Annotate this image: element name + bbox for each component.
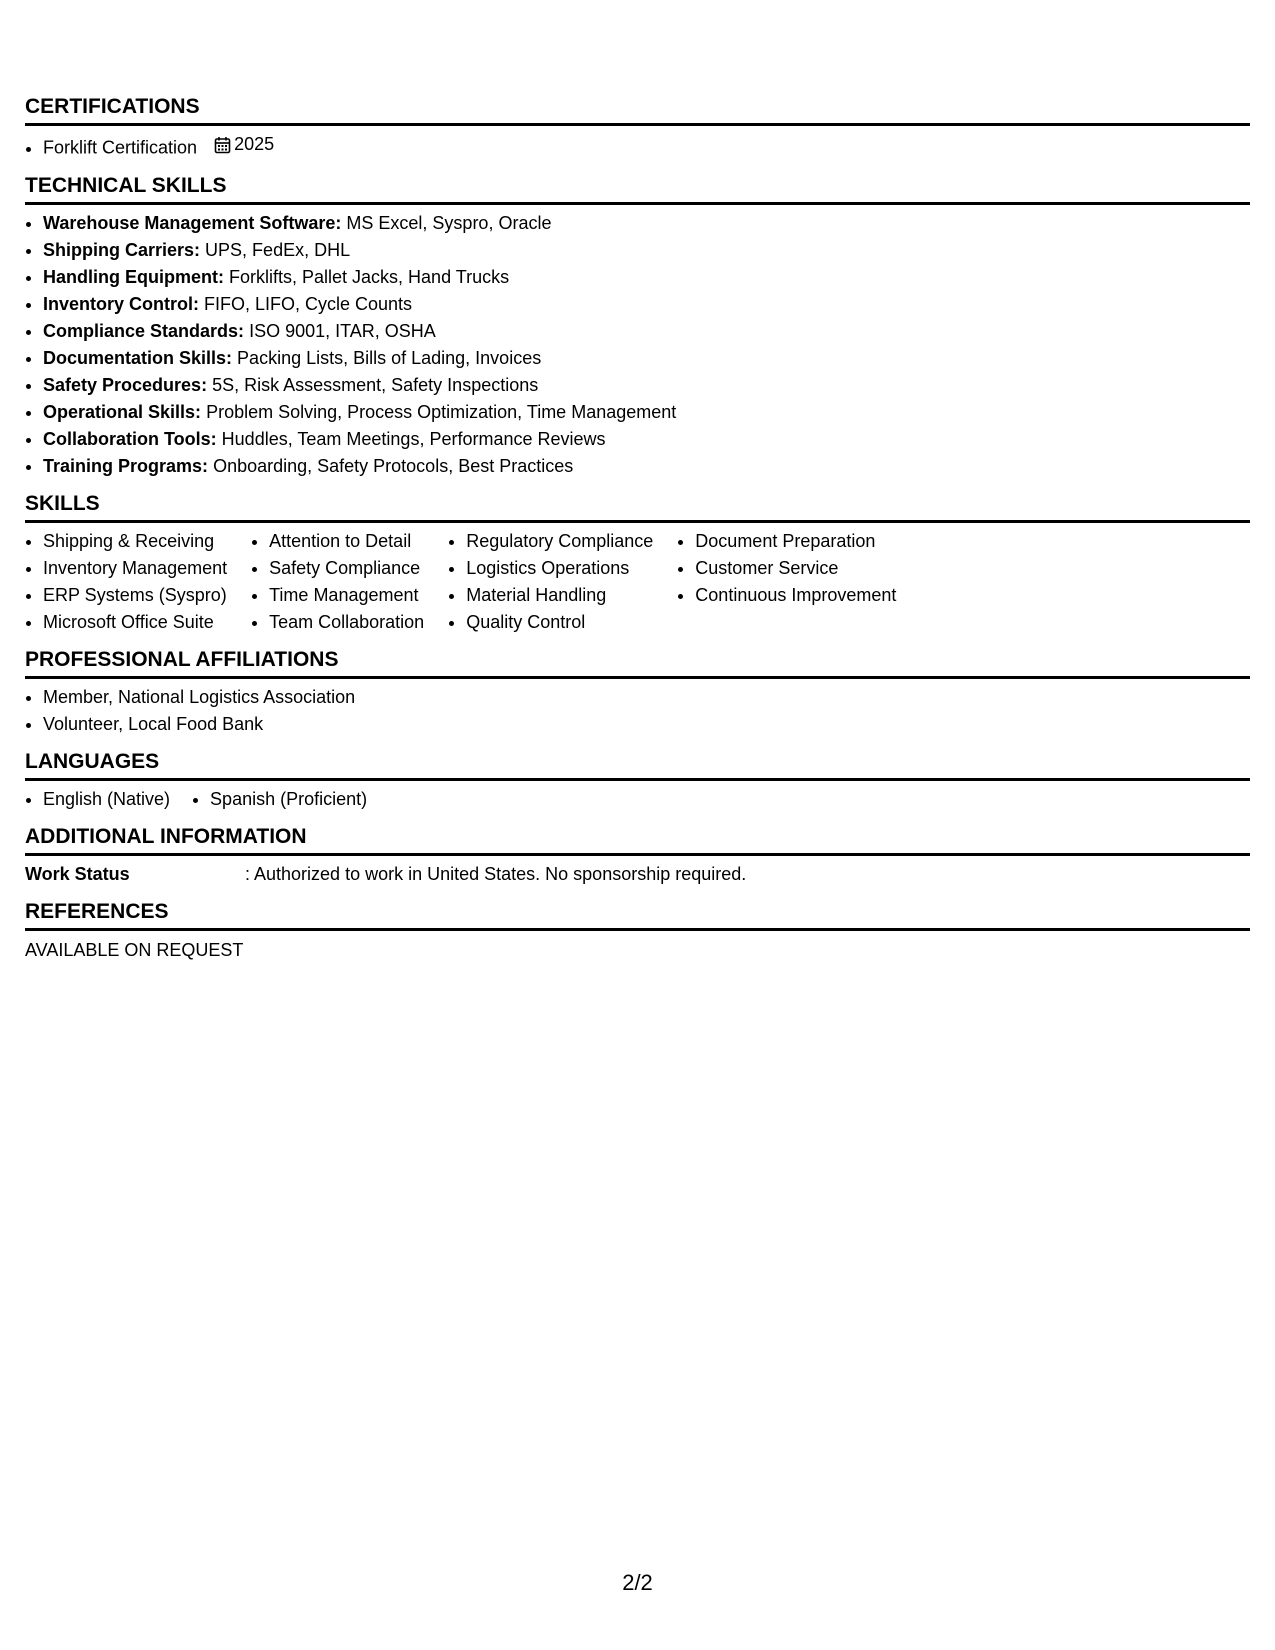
list-item: • Member, National Logistics Association — [43, 684, 1250, 711]
skill-category: Inventory Control: — [43, 293, 199, 314]
info-value: : Authorized to work in United States. No sponsorship required. — [245, 863, 747, 884]
list-item — [43, 264, 1250, 291]
skill-category: Shipping Carriers: — [43, 239, 201, 260]
page-number: 2/2 — [622, 1570, 653, 1595]
list-item: • Continuous Improvement — [695, 582, 896, 609]
list-item: • Document Preparation — [695, 528, 896, 555]
info-row — [25, 861, 1250, 888]
list-item — [43, 237, 1250, 264]
affiliations-heading: PROFESSIONAL AFFILIATIONS — [25, 648, 1250, 679]
skills-column — [251, 528, 424, 636]
skill-values: Onboarding, Safety Protocols, Best Practices — [213, 455, 574, 476]
skill-values: Huddles, Team Meetings, Performance Reviews — [221, 428, 606, 449]
certification-date — [214, 131, 274, 158]
certification-year: 2025 — [234, 134, 275, 154]
list-item — [43, 453, 1250, 480]
skill-category: Training Programs: — [43, 455, 209, 476]
additional-information-heading: ADDITIONAL INFORMATION — [25, 825, 1250, 856]
references-section — [25, 900, 1250, 964]
skill-category: Compliance Standards: — [43, 320, 245, 341]
list-item: • Inventory Management — [43, 555, 227, 582]
skill-category: Handling Equipment: — [43, 266, 224, 287]
list-item — [43, 345, 1250, 372]
skill-values: Problem Solving, Process Optimization, Time Management — [206, 401, 677, 422]
technical-skills-section — [25, 174, 1250, 480]
skill-category: Safety Procedures: — [43, 374, 208, 395]
references-heading: REFERENCES — [25, 900, 1250, 931]
list-item: • Logistics Operations — [466, 555, 653, 582]
technical-skills-list — [25, 210, 1250, 480]
list-item — [43, 291, 1250, 318]
list-item — [43, 426, 1250, 453]
calendar-icon — [214, 136, 231, 154]
skill-values: ISO 9001, ITAR, OSHA — [249, 320, 436, 341]
skill-category: Documentation Skills: — [43, 347, 233, 368]
list-item: • Material Handling — [466, 582, 653, 609]
list-item — [43, 131, 1250, 162]
list-item: • ERP Systems (Syspro) — [43, 582, 227, 609]
skills-section — [25, 492, 1250, 636]
list-item: • Quality Control — [466, 609, 653, 636]
languages-section — [25, 750, 1250, 813]
skill-category: Operational Skills: — [43, 401, 202, 422]
certifications-heading: CERTIFICATIONS — [25, 95, 1250, 126]
languages-heading: LANGUAGES — [25, 750, 1250, 781]
skill-values: MS Excel, Syspro, Oracle — [346, 212, 552, 233]
certifications-section — [25, 95, 1250, 162]
skill-category: Warehouse Management Software: — [43, 212, 342, 233]
languages-list — [25, 786, 1250, 813]
list-item: • Volunteer, Local Food Bank — [43, 711, 1250, 738]
skill-values: Packing Lists, Bills of Lading, Invoices — [237, 347, 542, 368]
skill-values: UPS, FedEx, DHL — [205, 239, 351, 260]
skill-values: 5S, Risk Assessment, Safety Inspections — [212, 374, 539, 395]
list-item: • Spanish (Proficient) — [210, 786, 367, 813]
list-item — [43, 210, 1250, 237]
list-item: • Safety Compliance — [269, 555, 424, 582]
technical-skills-heading: TECHNICAL SKILLS — [25, 174, 1250, 205]
additional-information-section — [25, 825, 1250, 888]
references-text: AVAILABLE ON REQUEST — [25, 939, 244, 960]
list-item: • Shipping & Receiving — [43, 528, 227, 555]
skills-grid — [25, 528, 1250, 636]
affiliations-section — [25, 648, 1250, 738]
list-item: • English (Native) — [43, 786, 170, 813]
affiliations-list — [25, 684, 1250, 738]
certifications-list — [25, 131, 1250, 162]
skills-column — [25, 528, 227, 636]
list-item: • Team Collaboration — [269, 609, 424, 636]
certification-name: Forklift Certification — [43, 137, 198, 158]
list-item: • Time Management — [269, 582, 424, 609]
list-item: • Regulatory Compliance — [466, 528, 653, 555]
skills-heading: SKILLS — [25, 492, 1250, 523]
list-item — [43, 372, 1250, 399]
skill-category: Collaboration Tools: — [43, 428, 217, 449]
skills-column — [677, 528, 896, 636]
list-item: • Customer Service — [695, 555, 896, 582]
list-item — [43, 318, 1250, 345]
list-item: • Attention to Detail — [269, 528, 424, 555]
list-item: • Microsoft Office Suite — [43, 609, 227, 636]
info-label: Work Status — [25, 863, 130, 884]
skill-values: FIFO, LIFO, Cycle Counts — [204, 293, 413, 314]
skills-column — [448, 528, 653, 636]
skill-values: Forklifts, Pallet Jacks, Hand Trucks — [229, 266, 510, 287]
list-item — [43, 399, 1250, 426]
